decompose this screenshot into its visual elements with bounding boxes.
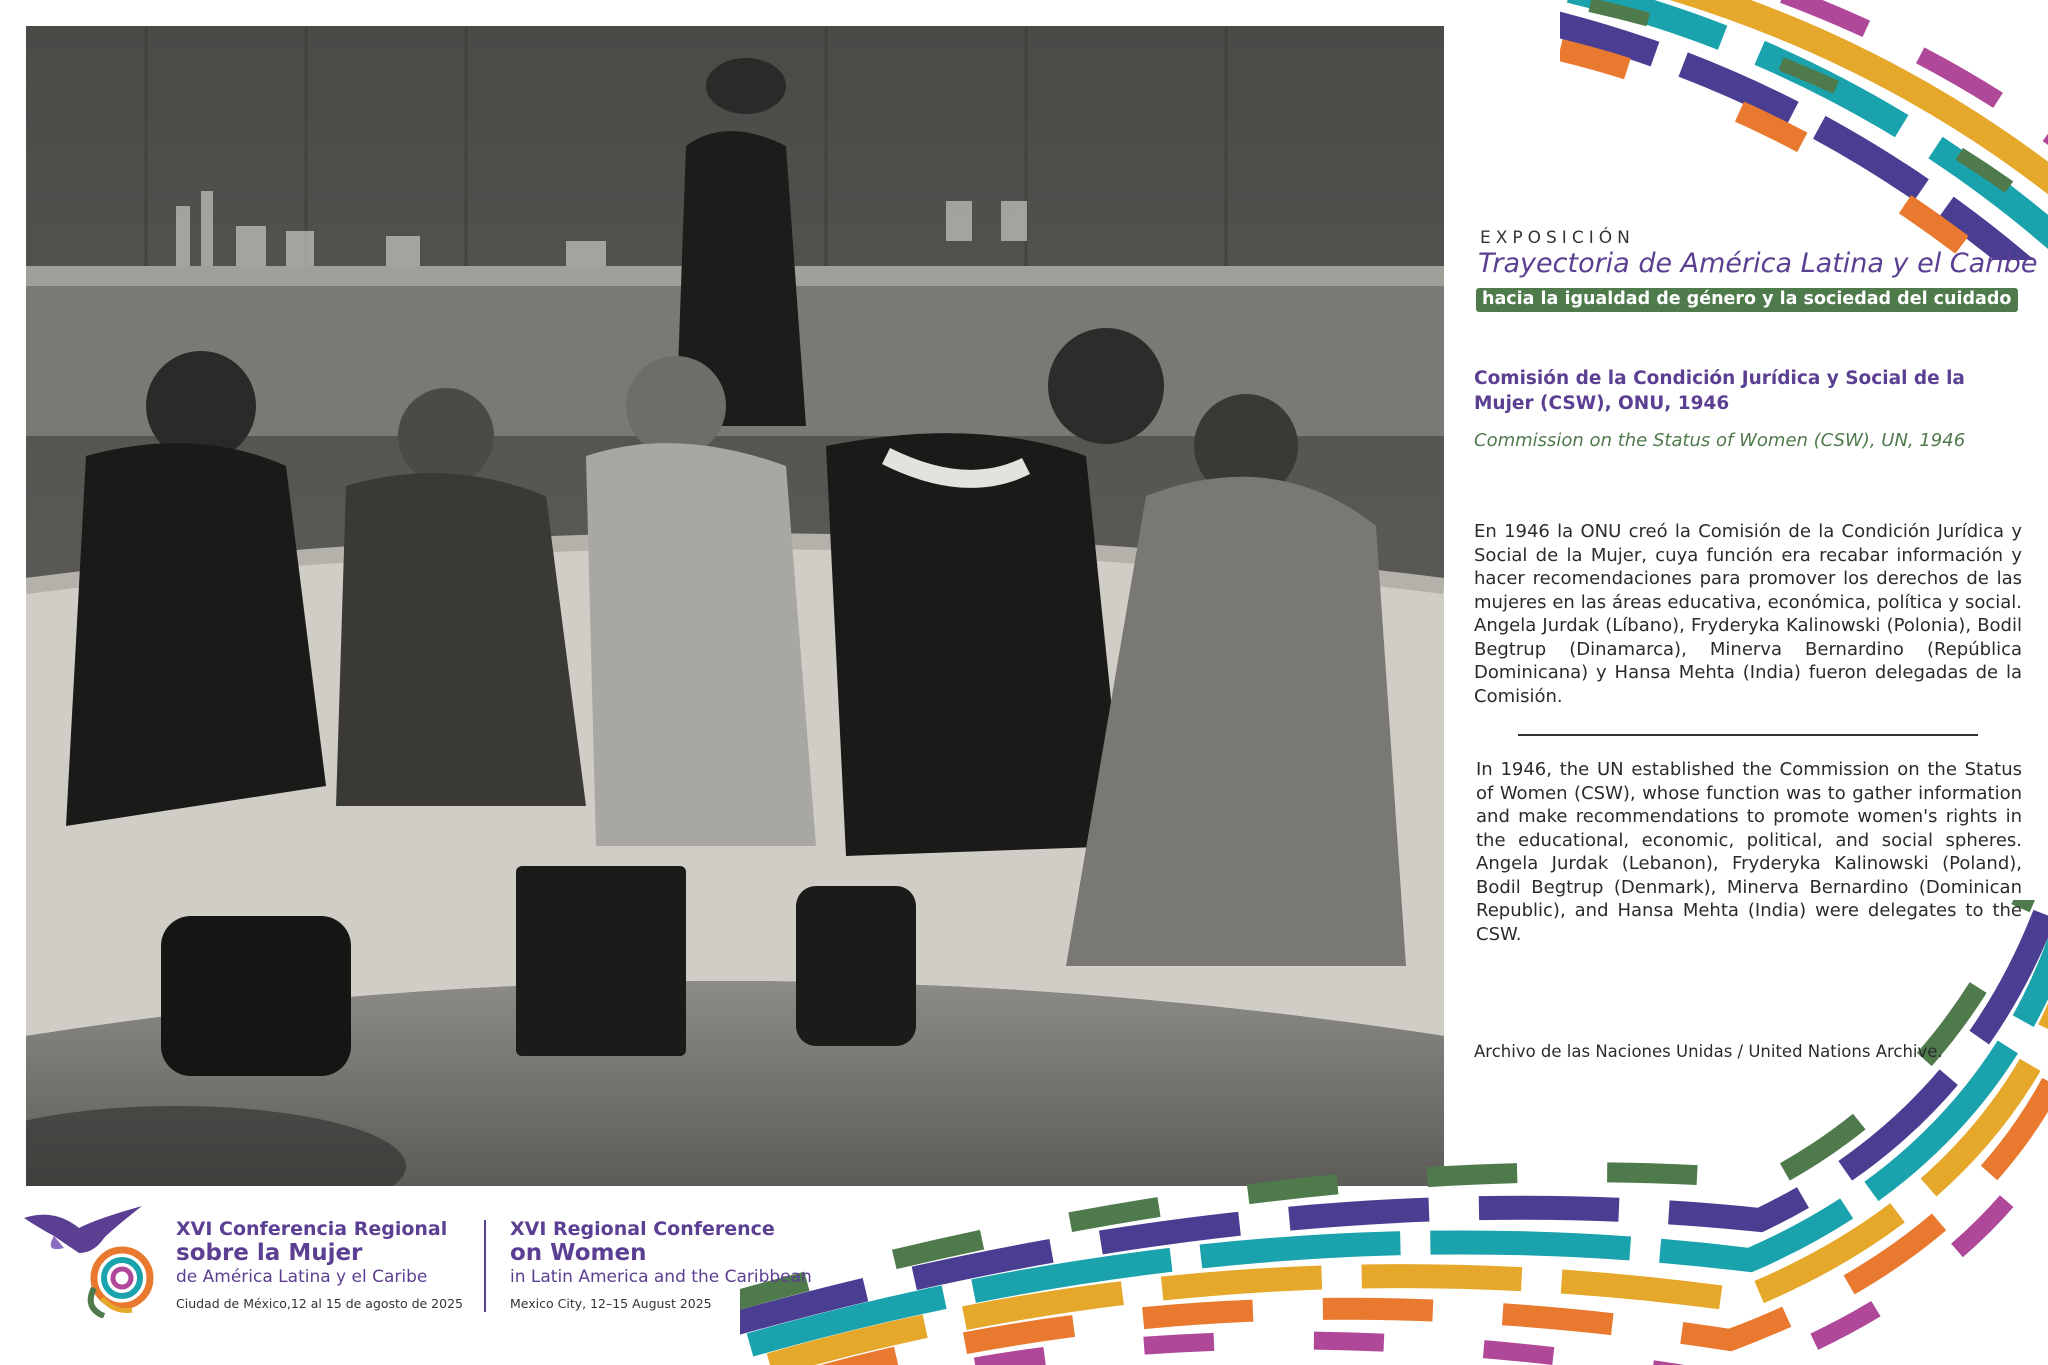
conference-es-dates: Ciudad de México,12 al 15 de agosto de 2025	[176, 1296, 463, 1311]
conference-spanish	[176, 1218, 463, 1311]
conference-en-line3: in Latin America and the Caribbean	[510, 1267, 812, 1287]
heading-english: Commission on the Status of Women (CSW), UN, 1946	[1474, 430, 1966, 451]
conference-english	[510, 1218, 812, 1311]
conference-en-line2: on Women	[510, 1240, 647, 1266]
conference-separator	[484, 1220, 486, 1312]
decorative-ribbons-top	[1560, 0, 2048, 260]
exhibition-subtitle: hacia la igualdad de género y la sociedad del cuidado	[1476, 288, 2018, 312]
exhibition-eyebrow: EXPOSICIÓN	[1480, 228, 1635, 248]
photo-illustration	[26, 26, 1444, 1186]
body-spanish: En 1946 la ONU creó la Comisión de la Condición Jurídica y Social de la Mujer, cuya función era recabar información y hacer recomendaciones para promover los derechos de las mujeres en las áreas educativa, económica, política y social. Angela Jurdak (Líbano), Fryderyka Kalinowski (Polonia), Bodil Begtrup (Dinamarca), Minerva Bernardino (República Dominicana) y Hansa Mehta (India) fueron delegadas de la Comisión.	[1474, 521, 2022, 707]
conference-en-dates: Mexico City, 12–15 August 2025	[510, 1296, 712, 1311]
conference-es-line1: XVI Conferencia Regional	[176, 1218, 448, 1240]
exhibition-title: Trayectoria de América Latina y el Caribe	[1478, 248, 2038, 279]
conference-es-line2: sobre la Mujer	[176, 1240, 363, 1266]
divider	[1518, 734, 1978, 736]
heading-spanish: Comisión de la Condición Jurídica y Social de la Mujer (CSW), ONU, 1946	[1474, 368, 1965, 414]
conference-es-line3: de América Latina y el Caribe	[176, 1267, 428, 1287]
archival-photo	[26, 26, 1444, 1186]
hummingbird-spiral-icon	[24, 1198, 154, 1318]
conference-en-line1: XVI Regional Conference	[510, 1218, 775, 1240]
photo-credit: Archivo de las Naciones Unidas / United Nations Archive.	[1474, 1042, 1943, 1061]
body-english: In 1946, the UN established the Commission on the Status of Women (CSW), whose function was to gather information and make recommendations to promote women's rights in the educational, economic, political, and social spheres. Angela Jurdak (Lebanon), Fryderyka Kalinowski (Poland), Bodil Begtrup (Denmark), Minerva Bernardino (Dominican Republic), and Hansa Mehta (India) were delegates to the CSW.	[1476, 759, 2022, 945]
